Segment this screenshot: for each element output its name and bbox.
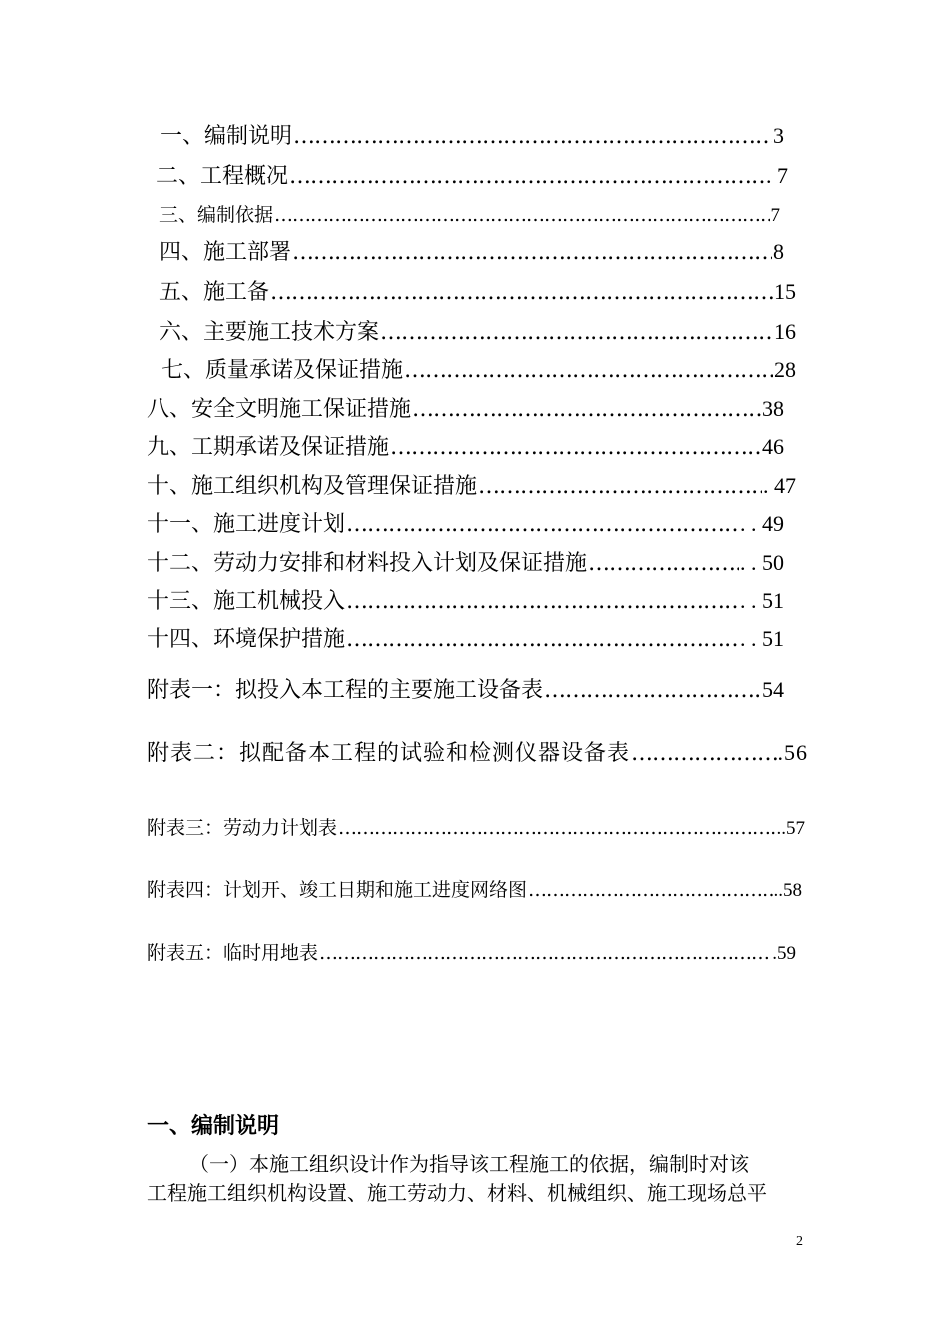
toc-page-number: ..57 [776,818,805,839]
toc-title: 七、质量承诺及保证措施 [161,358,404,383]
toc-leader-dots [292,239,772,267]
toc-leader-dots [270,279,773,307]
toc-leader-dots [319,939,771,967]
toc-row-12 [147,549,784,578]
toc-title: 三、编制依据 [159,204,274,226]
toc-title: 十三、施工机械投入 [147,589,346,614]
toc-page-number: .56 [777,740,808,765]
toc-page-number: 7 [770,205,780,226]
toc-leader-dots [588,550,739,578]
toc-leader-dots [293,123,772,151]
toc-leader-dots [412,396,761,424]
page-number: 2 [796,1234,803,1249]
toc-page-number: .59 [772,943,796,964]
toc-title: 十一、施工进度计划 [147,512,346,537]
toc-title: 十、施工组织机构及管理保证措施 [147,474,478,499]
toc-leader-dots [390,434,761,462]
body-paragraph-line-1: （一）本施工组织设计作为指导该工程施工的依据，编制时对该 [189,1152,749,1176]
toc-page-number: 8 [773,239,784,264]
toc-leader-dots [544,677,761,705]
toc-row-7 [161,356,796,385]
toc-title: 十二、劳动力安排和材料投入计划及保证措施 [147,551,588,576]
toc-leader-dots [346,511,739,539]
toc-row-14 [147,625,784,654]
toc-title: 附表五：临时用地表 [147,942,319,964]
toc-leader-dots [338,814,775,842]
body-paragraph-line-2: 工程施工组织机构设置、施工劳动力、材料、机械组织、施工现场总平 [147,1181,767,1205]
toc-page-number: 54 [762,677,784,702]
toc-title: 五、施工备 [159,280,270,305]
toc-title: 一、编制说明 [160,124,293,149]
toc-page-number: . 47 [763,473,796,498]
toc-row-5 [159,278,796,307]
toc-title: 四、施工部署 [159,240,292,265]
toc-row-8 [147,395,784,424]
toc-page-number: . . 49 [740,511,784,536]
toc-row-11 [147,510,784,539]
toc-page-number: 38 [762,396,784,421]
toc-page-number: 28 [774,357,796,382]
toc-row-10 [147,472,796,501]
toc-row-2 [156,162,788,191]
toc-row-9 [147,433,784,462]
toc-page-number: 3 [773,123,784,148]
toc-leader-dots [631,740,776,768]
toc-title: 附表一：拟投入本工程的主要施工设备表 [147,678,544,703]
toc-row-3 [159,201,780,230]
toc-title: 六、主要施工技术方案 [159,320,380,345]
toc-page-number: 16 [774,319,796,344]
toc-title: 九、工期承诺及保证措施 [147,435,390,460]
toc-row-appendix-3 [147,814,805,843]
toc-row-4 [159,238,784,267]
toc-page-number: . . 51 [740,626,784,651]
toc-row-1 [160,122,784,151]
toc-title: 十四、环境保护措施 [147,627,346,652]
toc-row-13 [147,587,784,616]
toc-page-number: 46 [762,434,784,459]
section-heading: 一、编制说明 [147,1114,280,1139]
toc-page-number: 15 [774,279,796,304]
toc-leader-dots [528,876,772,904]
toc-row-appendix-1 [147,676,784,705]
toc-title: 附表二：拟配备本工程的试验和检测仪器设备表 [147,741,631,766]
toc-leader-dots [478,473,762,501]
toc-leader-dots [346,588,739,616]
toc-page-number: . . 50 [740,550,784,575]
toc-page-number: ..58 [773,880,802,901]
toc-title: 八、安全文明施工保证措施 [147,397,412,422]
toc-row-appendix-4 [147,876,802,905]
toc-title: 二、工程概况 [156,164,289,189]
toc-title: 附表四：计划开、竣工日期和施工进度网络图 [147,879,528,901]
toc-row-appendix-5 [147,939,796,968]
toc-leader-dots [346,626,739,654]
toc-page-number: . 7 [766,163,788,188]
toc-leader-dots [404,357,773,385]
toc-leader-dots [380,319,773,347]
toc-page-number: . . 51 [740,588,784,613]
toc-row-6 [159,318,796,347]
toc-leader-dots [274,201,769,229]
toc-row-appendix-2 [147,739,808,768]
toc-leader-dots [289,163,765,191]
toc-title: 附表三：劳动力计划表 [147,817,338,839]
